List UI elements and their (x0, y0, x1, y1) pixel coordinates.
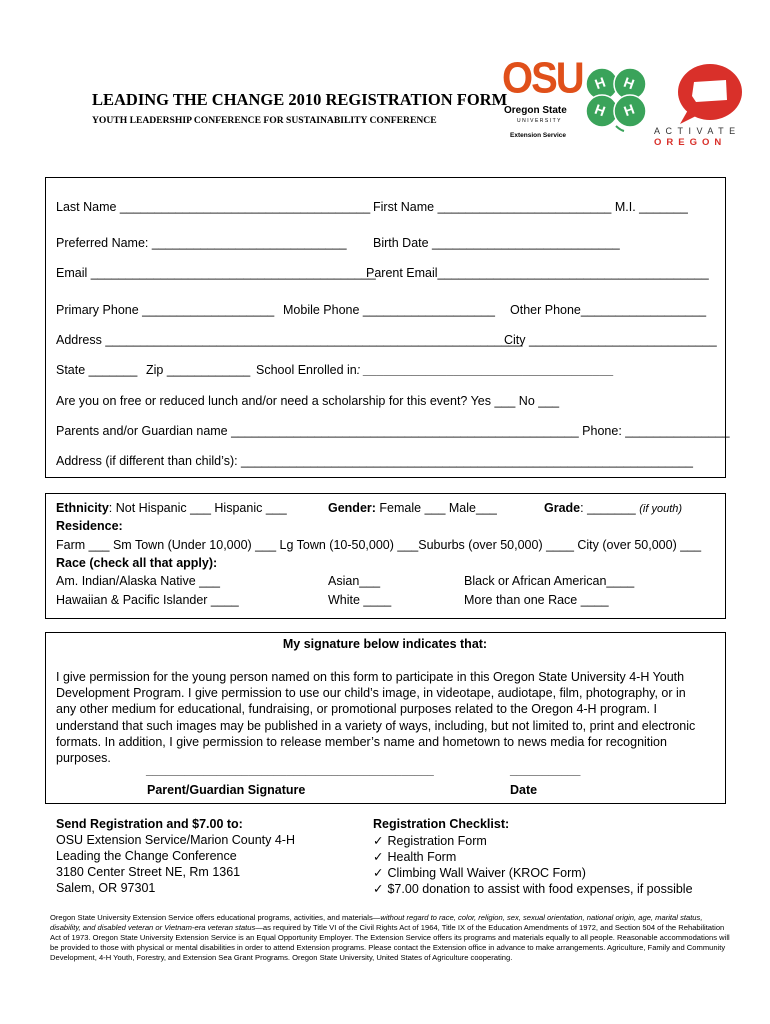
parent-email-field[interactable]: Parent Email_______________________________________ (366, 266, 709, 280)
footnote-italic2: marital status, disability, and disabled veteran or Vietnam-era veteran status (50, 913, 703, 932)
permission-line: Development Program. I give permission to use our child’s image, in videotape, audiotape, film, photography, or in (56, 686, 686, 701)
checklist-item (373, 849, 456, 864)
four-h-clover-icon (580, 64, 652, 132)
last-name-field[interactable]: Last Name ____________________________________ (56, 200, 371, 214)
checkmark-icon: ✓ (373, 834, 384, 848)
checklist-item-label: $7.00 donation to assist with food expenses, if possible (387, 882, 693, 896)
checkmark-icon: ✓ (373, 850, 384, 864)
race-label: Race (check all that apply): (56, 556, 218, 570)
alt-address-field[interactable]: Address (if different than child’s): _________________________________________________________________ (56, 454, 693, 468)
grade-note: (if youth) (639, 503, 683, 515)
osu-extension: Extension Service (510, 132, 566, 139)
footnote-part1: Oregon State University Extension Service offers educational programs, activities, and materials— (50, 913, 381, 922)
mobile-phone-field[interactable]: Mobile Phone ___________________ (283, 303, 495, 317)
gender-label: Gender: (328, 501, 376, 515)
oregon-text: OREGON (654, 137, 727, 148)
gender-options: Female ___ Male___ (375, 501, 497, 515)
form-subtitle: YOUTH LEADERSHIP CONFERENCE FOR SUSTAINABILITY CONFERENCE (92, 115, 437, 126)
form-title: LEADING THE CHANGE 2010 REGISTRATION FORM (92, 90, 508, 109)
clover-letter-1: H (592, 73, 608, 93)
osu-logo (500, 53, 583, 144)
clover-letter-3: H (592, 100, 608, 120)
checklist-item (373, 881, 693, 896)
grade-label: Grade (544, 501, 581, 515)
clover-letter-2: H (621, 73, 637, 93)
date-label: Date (510, 783, 538, 797)
signature-label: Parent/Guardian Signature (147, 783, 306, 797)
grade-blank: : _______ (580, 501, 640, 515)
checklist-item-label: Registration Form (387, 834, 487, 848)
send-address-line: Salem, OR 97301 (56, 881, 156, 895)
birth-date-field[interactable]: Birth Date ___________________________ (373, 236, 620, 250)
signature-line[interactable]: _____________________________________________ (146, 765, 434, 777)
permission-line: I give permission for the young person named on this form to participate in this Oregon State University 4-H Youth (56, 670, 685, 684)
ethnicity-options: : Not Hispanic ___ Hispanic ___ (108, 501, 287, 515)
clover-letter-4: H (621, 100, 637, 120)
activate-text: ACTIVATE (654, 126, 741, 136)
race-more[interactable]: More than one Race ____ (464, 593, 609, 607)
checkmark-icon: ✓ (373, 882, 384, 896)
permission-line: purposes. (56, 751, 111, 766)
checklist-item-label: Health Form (387, 850, 457, 864)
permission-line: understand that such images may be published in a variety of ways, including, but not limited to, print and electronic (56, 718, 696, 733)
zip-field[interactable]: Zip ____________ (146, 363, 251, 377)
school-field[interactable] (256, 363, 614, 377)
school-label: School Enrolled in (256, 363, 357, 377)
send-address-line: OSU Extension Service/Marion County 4-H (56, 833, 295, 847)
preferred-name-field[interactable]: Preferred Name: ____________________________ (56, 236, 347, 250)
checklist-item-label: Climbing Wall Waiver (KROC Form) (387, 866, 586, 880)
email-field[interactable]: Email _________________________________________ (56, 266, 376, 280)
race-white[interactable]: White ____ (328, 593, 392, 607)
checklist-heading: Registration Checklist: (373, 817, 510, 831)
send-heading: Send Registration and $7.00 to: (56, 817, 243, 831)
other-phone-field[interactable]: Other Phone__________________ (510, 303, 707, 317)
checklist-item (373, 833, 487, 848)
checkmark-icon: ✓ (373, 866, 384, 880)
race-black[interactable]: Black or African American____ (464, 574, 635, 588)
first-name-field[interactable]: First Name _________________________ M.I. _______ (373, 200, 688, 214)
guardian-name-field[interactable]: Parents and/or Guardian name __________________________________________________ Phone: _______________ (56, 424, 730, 438)
gender-field[interactable] (328, 501, 497, 515)
residence-options[interactable]: Farm ___ Sm Town (Under 10,000) ___ Lg Town (10-50,000) ___Suburbs (over 50,000) ____ City (over 50,000) ___ (56, 538, 702, 552)
city-field[interactable]: City ___________________________ (504, 333, 717, 347)
osu-name: Oregon State (504, 105, 567, 116)
race-am-indian[interactable]: Am. Indian/Alaska Native ___ (56, 574, 220, 588)
osu-university: UNIVERSITY (517, 118, 563, 124)
permission-text (56, 669, 721, 766)
nondiscrimination-footnote (50, 913, 730, 963)
send-address-line: 3180 Center Street NE, Rm 1361 (56, 865, 241, 879)
residence-label: Residence: (56, 519, 123, 533)
send-address-line: Leading the Change Conference (56, 849, 237, 863)
school-colon: : ____________________________________ (356, 363, 614, 377)
permission-line: formats. In addition, I give permission to release member’s name and hometown to news media for recognition (56, 734, 667, 749)
race-hawaiian[interactable]: Hawaiian & Pacific Islander ____ (56, 593, 239, 607)
ethnicity-label: Ethnicity (56, 501, 109, 515)
checklist-item (373, 865, 586, 880)
activate-oregon-logo (650, 60, 750, 152)
primary-phone-field[interactable]: Primary Phone ___________________ (56, 303, 275, 317)
address-field[interactable]: Address ____________________________________________________________ (56, 333, 523, 347)
race-asian[interactable]: Asian___ (328, 574, 381, 588)
footnote-italic1: without regard to race, color, religion, sex, sexual orientation, national origin, age, (380, 913, 654, 922)
osu-mark: OSU (502, 53, 583, 103)
permission-line: any other medium for educational, fundraising, or promotional purposes related to the Oregon 4-H program. I (56, 702, 658, 717)
date-line[interactable]: ___________ (510, 765, 581, 777)
footnote-part2: —as required by Title VI of the Civil Rights Act of 1964, Title IX of the Education Amendments of 1972, and Section 504 of the Rehabilitation Act of 1973. Oregon State University Extension Service is an Equal Opportunity Employer. The Extension Service offers its programs and materials equally to all people. Reasonable accommodations will be provided to those with physical or mental disabilities in order to attend Extension programs. Please contact the Extension office in advance to make arrangements. Agriculture, Family and Community Development, 4-H Youth, Forestry, and Extension Sea Grant Programs. Oregon State University, United States of Agriculture cooperating. (50, 923, 730, 962)
state-field[interactable]: State _______ (56, 363, 138, 377)
signature-heading: My signature below indicates that: (282, 637, 488, 651)
ethnicity-field[interactable] (56, 501, 287, 515)
lunch-scholarship-question[interactable]: Are you on free or reduced lunch and/or need a scholarship for this event? Yes ___ No ___ (56, 394, 560, 408)
speech-bubble-icon (650, 60, 750, 130)
grade-field[interactable] (544, 501, 682, 515)
